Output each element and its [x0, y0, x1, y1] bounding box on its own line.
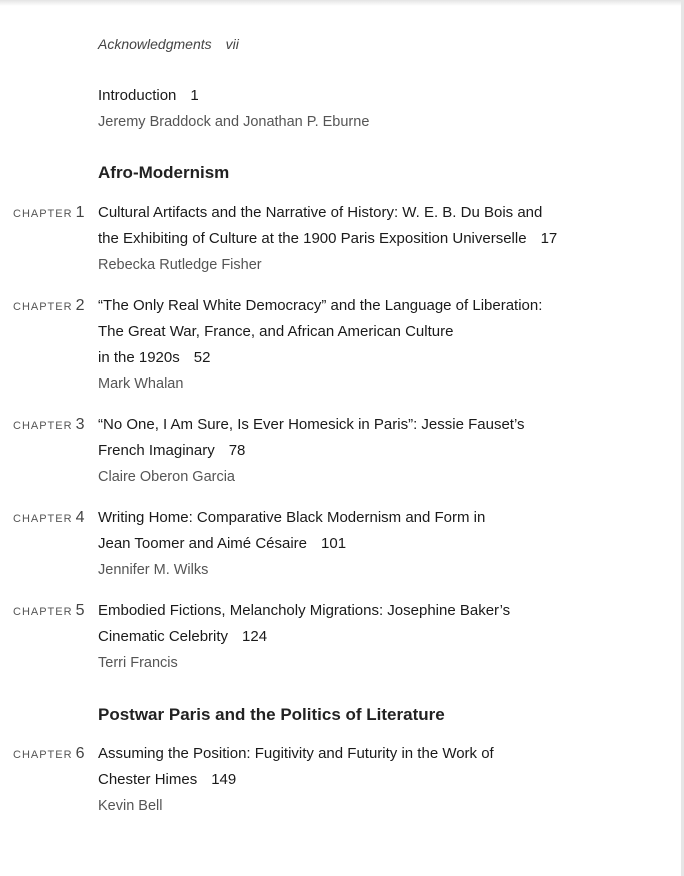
chapter-label	[13, 741, 84, 768]
section-heading-afro-modernism: Afro-Modernism	[98, 163, 230, 182]
chapter-label	[13, 598, 84, 625]
chapter-label	[13, 200, 84, 227]
chapter-title-line: Assuming the Position: Fugitivity and Futurity in the Work of	[98, 745, 494, 762]
chapter-title-line: The Great War, France, and African American Culture	[98, 323, 454, 340]
introduction-label: Introduction	[98, 87, 177, 104]
chapter-number: 2	[75, 297, 85, 314]
chapter-word: CHAPTER	[13, 208, 73, 220]
chapter-author: Claire Oberon Garcia	[98, 469, 235, 485]
introduction-page: 1	[190, 87, 199, 104]
chapter-word: CHAPTER	[13, 606, 73, 618]
chapter-title-line: French Imaginary	[98, 442, 215, 459]
acknowledgments-label: Acknowledgments	[98, 36, 212, 52]
chapter-page: 52	[193, 349, 211, 366]
page-shadow-top	[0, 0, 684, 6]
chapter-title-line: “The Only Real White Democracy” and the Language of Liberation:	[98, 297, 543, 314]
toc-introduction[interactable]	[98, 83, 369, 135]
chapter-page: 17	[540, 230, 558, 247]
chapter-word: CHAPTER	[13, 301, 73, 313]
chapter-title-line: “No One, I Am Sure, Is Ever Homesick in Paris”: Jessie Fauset’s	[98, 416, 525, 433]
section-heading-postwar: Postwar Paris and the Politics of Literature	[98, 705, 445, 724]
chapter-title-line: Jean Toomer and Aimé Césaire	[98, 535, 308, 552]
chapter-author: Rebecka Rutledge Fisher	[98, 257, 262, 273]
chapter-label	[13, 412, 84, 439]
chapter-word: CHAPTER	[13, 513, 73, 525]
chapter-number: 6	[75, 745, 85, 762]
chapter-word: CHAPTER	[13, 420, 73, 432]
chapter-page: 78	[228, 442, 246, 459]
chapter-page: 149	[211, 771, 237, 788]
chapter-label	[13, 505, 84, 532]
chapter-author: Terri Francis	[98, 655, 178, 671]
chapter-title-line: the Exhibiting of Culture at the 1900 Paris Exposition Universelle	[98, 230, 527, 247]
chapter-title-line: Cultural Artifacts and the Narrative of History: W. E. B. Du Bois and	[98, 204, 543, 221]
chapter-title-line: Writing Home: Comparative Black Modernism and Form in	[98, 509, 486, 526]
chapter-title-line: in the 1920s	[98, 349, 180, 366]
chapter-page: 124	[242, 628, 268, 645]
chapter-word: CHAPTER	[13, 749, 73, 761]
chapter-author: Mark Whalan	[98, 376, 184, 392]
chapter-page: 101	[321, 535, 347, 552]
chapter-title-line: Chester Himes	[98, 771, 198, 788]
chapter-title-line: Embodied Fictions, Melancholy Migrations: Josephine Baker’s	[98, 602, 511, 619]
toc-acknowledgments[interactable]	[98, 31, 239, 58]
acknowledgments-page: vii	[225, 36, 239, 52]
chapter-author: Kevin Bell	[98, 798, 163, 814]
chapter-number: 5	[75, 602, 85, 619]
chapter-number: 1	[75, 204, 85, 221]
chapter-number: 3	[75, 416, 85, 433]
chapter-number: 4	[75, 509, 85, 526]
introduction-authors: Jeremy Braddock and Jonathan P. Eburne	[98, 114, 370, 130]
chapter-author: Jennifer M. Wilks	[98, 562, 209, 578]
chapter-title-line: Cinematic Celebrity	[98, 628, 229, 645]
chapter-label	[13, 293, 84, 320]
